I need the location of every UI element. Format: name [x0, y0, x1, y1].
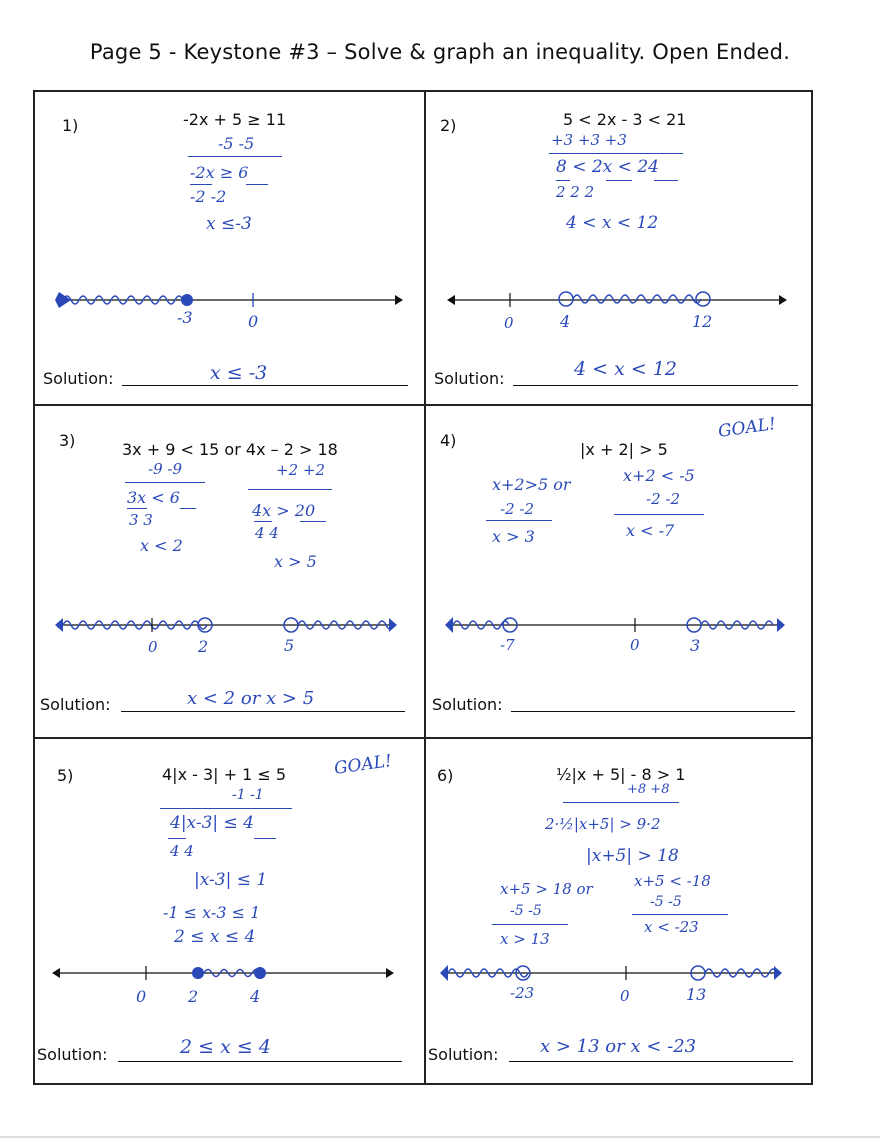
solution-answer: x < 2 or x > 5 [187, 688, 315, 709]
work-line: 4 4 [255, 524, 279, 542]
number-line [447, 280, 797, 340]
scan-edge [0, 1136, 880, 1138]
closed-endpoint [254, 967, 266, 979]
tick-label: -7 [500, 636, 515, 654]
tick-label: 0 [136, 987, 147, 1006]
work-line: x < -7 [626, 521, 675, 540]
solution-answer: 2 ≤ x ≤ 4 [180, 1036, 271, 1058]
tick-label: 13 [686, 985, 707, 1004]
solution-line [121, 711, 405, 712]
work-line: x < -23 [644, 918, 699, 936]
problem-number: 1) [62, 116, 79, 135]
problem-equation: 4|x - 3| + 1 ≤ 5 [162, 765, 287, 784]
work-line: +8 +8 [627, 782, 670, 797]
number-line [445, 605, 790, 665]
problem-equation: ½|x + 5| - 8 > 1 [556, 765, 686, 784]
tick-label: 2 [198, 637, 209, 656]
number-line [52, 953, 397, 1013]
work-line: x ≤-3 [206, 214, 252, 234]
tick-label: 0 [620, 987, 630, 1005]
problem-equation: 3x + 9 < 15 or 4x – 2 > 18 [122, 440, 338, 459]
number-line [55, 605, 400, 665]
work-line: -5 -5 [510, 903, 542, 919]
work-line: x > 3 [492, 527, 535, 546]
problem-number: 3) [59, 431, 76, 450]
problem-number: 5) [57, 766, 74, 785]
solution-line [122, 385, 408, 386]
work-line: 4|x-3| ≤ 4 [170, 813, 254, 833]
work-line: -2 -2 [190, 187, 227, 206]
work-line: 4 < x < 12 [566, 213, 659, 233]
tick-label: 4 [250, 987, 261, 1006]
problem-equation: -2x + 5 ≥ 11 [183, 110, 287, 129]
page-title: Page 5 - Keystone #3 – Solve & graph an inequality. Open Ended. [89, 40, 791, 64]
problem-number: 2) [440, 116, 457, 135]
work-line: x > 13 [500, 930, 550, 948]
work-line: -1 -1 [232, 787, 264, 803]
problem-equation: 5 < 2x - 3 < 21 [563, 110, 687, 129]
tick-label: -23 [510, 984, 535, 1002]
work-line: -5 -5 [650, 894, 682, 910]
open-endpoint [559, 292, 573, 306]
work-line: -2 -2 [500, 500, 534, 518]
problem-number: 6) [437, 766, 454, 785]
goal-note: GOAL! [332, 751, 394, 779]
solution-label: Solution: [40, 695, 111, 714]
work-line: x > 5 [274, 552, 317, 571]
solution-line [511, 711, 795, 712]
work-line: -9 -9 [148, 460, 182, 478]
solution-label: Solution: [432, 695, 503, 714]
solution-answer: x ≤ -3 [210, 362, 268, 384]
tick-label: -3 [177, 308, 193, 327]
solution-label: Solution: [43, 369, 114, 388]
work-line: +3 +3 +3 [551, 131, 627, 149]
work-line: 4 4 [170, 842, 194, 860]
work-line: x < 2 [140, 536, 183, 555]
work-line: 2 2 2 [556, 183, 595, 201]
solution-answer: 4 < x < 12 [574, 358, 677, 380]
work-line: x+2 < -5 [623, 466, 695, 485]
work-line: 3 3 [129, 511, 153, 529]
solution-answer: x > 13 or x < -23 [540, 1036, 697, 1057]
work-line: x+5 < -18 [634, 872, 711, 890]
solution-line [513, 385, 798, 386]
work-line: 2·½|x+5| > 9·2 [545, 815, 661, 833]
closed-endpoint [181, 294, 193, 306]
tick-label: 0 [504, 314, 514, 332]
grid-divider-vertical [424, 90, 426, 1085]
grid-divider-row1 [33, 404, 813, 406]
solution-label: Solution: [434, 369, 505, 388]
work-line: 3x < 6 [127, 488, 180, 507]
work-line: |x-3| ≤ 1 [194, 870, 268, 890]
work-line: |x+5| > 18 [586, 846, 679, 866]
problem-number: 4) [440, 431, 457, 450]
number-line [440, 953, 790, 1013]
solution-line [509, 1061, 793, 1062]
open-endpoint [696, 292, 710, 306]
tick-label: 0 [248, 312, 259, 331]
number-line [55, 280, 405, 340]
tick-label: 5 [284, 636, 295, 655]
solution-label: Solution: [37, 1045, 108, 1064]
grid-divider-row2 [33, 737, 813, 739]
tick-label: 12 [692, 312, 713, 331]
work-line: 8 < 2x < 24 [556, 157, 659, 177]
work-line: +2 +2 [276, 461, 325, 479]
tick-label: 0 [148, 638, 158, 656]
problem-equation: |x + 2| > 5 [580, 440, 668, 459]
tick-label: 0 [630, 636, 640, 654]
work-line: x+5 > 18 or [500, 880, 593, 898]
work-line: 4x > 20 [252, 501, 316, 520]
closed-endpoint [192, 967, 204, 979]
work-line: -5 -5 [218, 134, 255, 153]
tick-label: 2 [188, 987, 199, 1006]
work-line: 2 ≤ x ≤ 4 [174, 927, 256, 947]
tick-label: 3 [690, 636, 701, 655]
tick-label: 4 [560, 312, 571, 331]
solution-line [118, 1061, 402, 1062]
solution-label: Solution: [428, 1045, 499, 1064]
work-line: -2 -2 [646, 490, 680, 508]
goal-note: GOAL! [716, 414, 778, 442]
work-line: -1 ≤ x-3 ≤ 1 [163, 903, 261, 922]
work-line: x+2>5 or [492, 475, 571, 494]
work-line: -2x ≥ 6 [190, 163, 249, 182]
